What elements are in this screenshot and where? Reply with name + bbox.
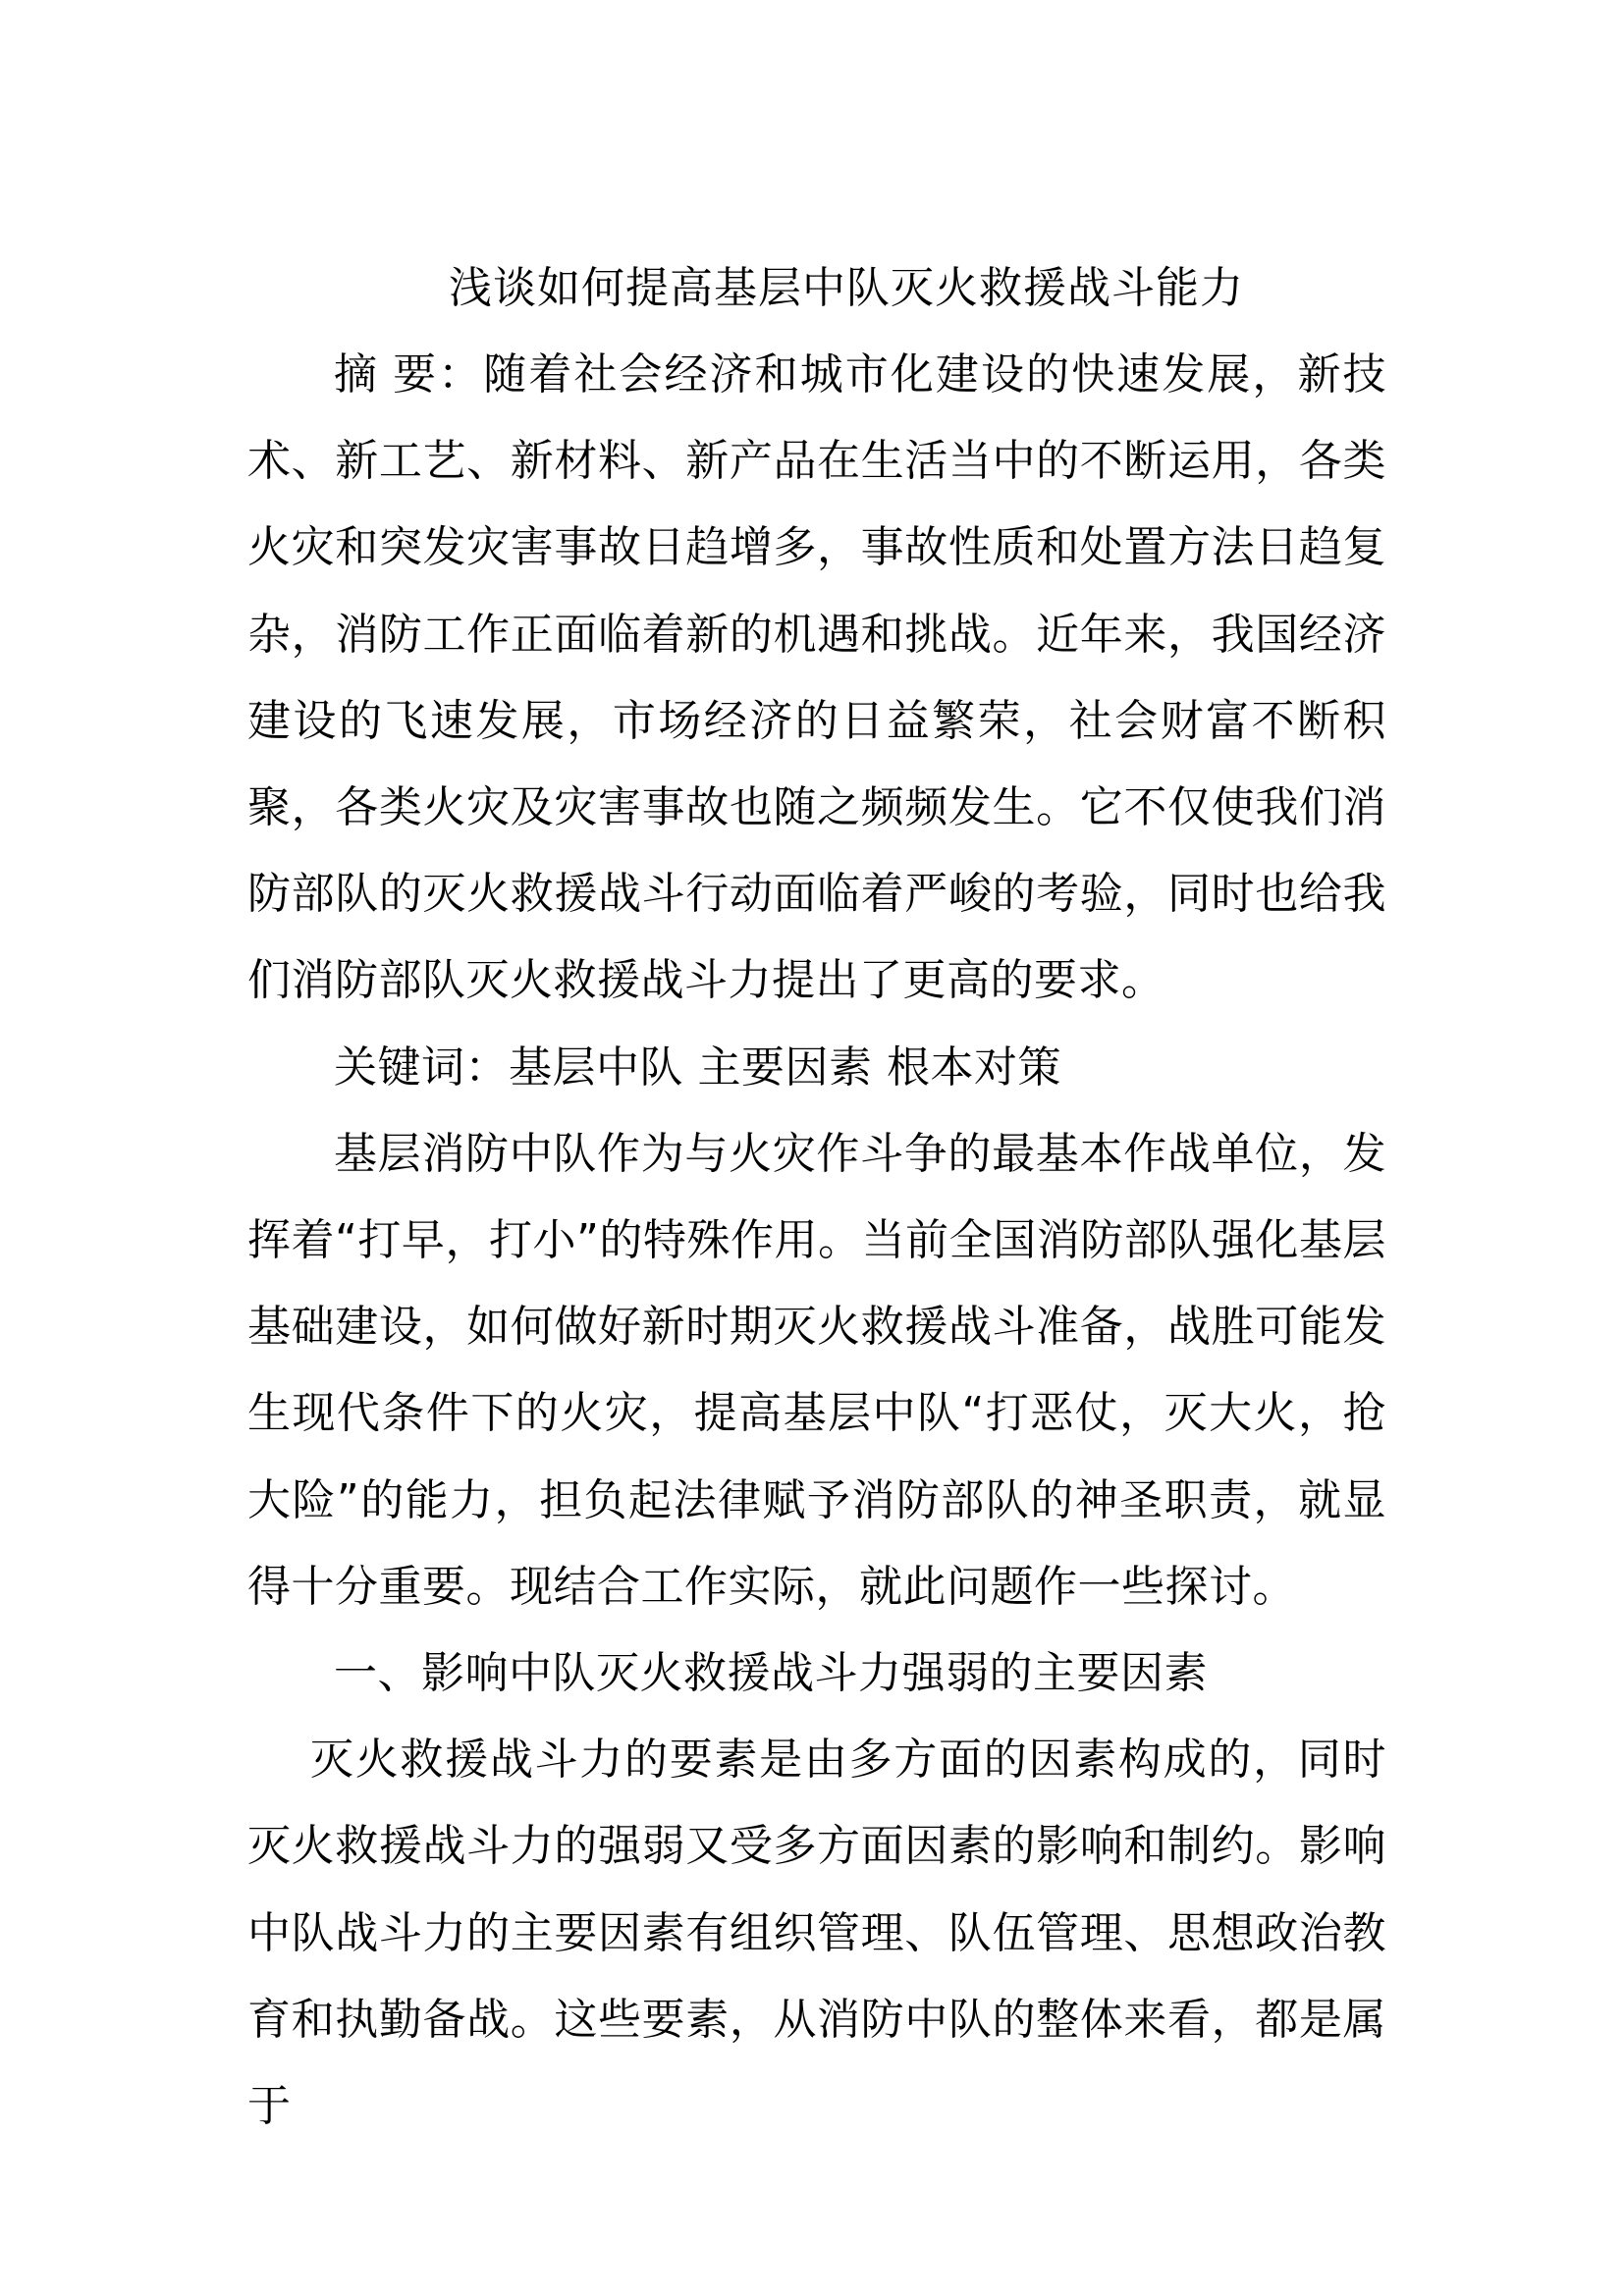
intro-paragraph: 基层消防中队作为与火灾作斗争的最基本作战单位，发挥着“打早，打小”的特殊作用。当前全国消防部队强化基层基础建设，如何做好新时期灭火救援战斗准备，战胜可能发生现代条件下的火灾，提高基层中队“打恶仗，灭大火，抢大险”的能力，担负起法律赋予消防部队的神圣职责，就显得十分重要。现结合工作实际，就此问题作一些探讨。	[247, 1128, 1386, 1612]
abstract-label-char1: 摘	[334, 349, 380, 400]
keywords-paragraph	[247, 1025, 1386, 1111]
section-one-heading: 一、影响中队灭火救援战斗力强弱的主要因素	[334, 1648, 1208, 1699]
abstract-label	[334, 349, 483, 400]
section-one-paragraph: 灭火救援战斗力的要素是由多方面的因素构成的，同时灭火救援战斗力的强弱又受多方面因素的影响和制约。影响中队战斗力的主要因素有组织管理、队伍管理、思想政治教育和执勤备战。这些要素，从消防中队的整体来看，都是属于	[247, 1735, 1386, 2132]
document-title: 浅谈如何提高基层中队灭火救援战斗能力	[449, 263, 1244, 313]
abstract-paragraph	[247, 332, 1386, 1025]
document-body	[247, 245, 1386, 2150]
keywords-label: 关键词：	[334, 1041, 509, 1093]
keywords-text: 基层中队 主要因素 根本对策	[509, 1041, 1061, 1093]
abstract-text: 随着社会经济和城市化建设的快速发展，新技术、新工艺、新材料、新产品在生活当中的不断运用，各类火灾和突发灾害事故日趋增多，事故性质和处置方法日趋复杂，消防工作正面临着新的机遇和挑战。近年来，我国经济建设的飞速发展，市场经济的日益繁荣，社会财富不断积聚，各类火灾及灾害事故也随之频频发生。它不仅使我们消防部队的灭火救援战斗行动面临着严峻的考验，同时也给我们消防部队灭火救援战斗力提出了更高的要求。	[247, 349, 1387, 1006]
abstract-label-char2: 要：	[393, 349, 484, 400]
